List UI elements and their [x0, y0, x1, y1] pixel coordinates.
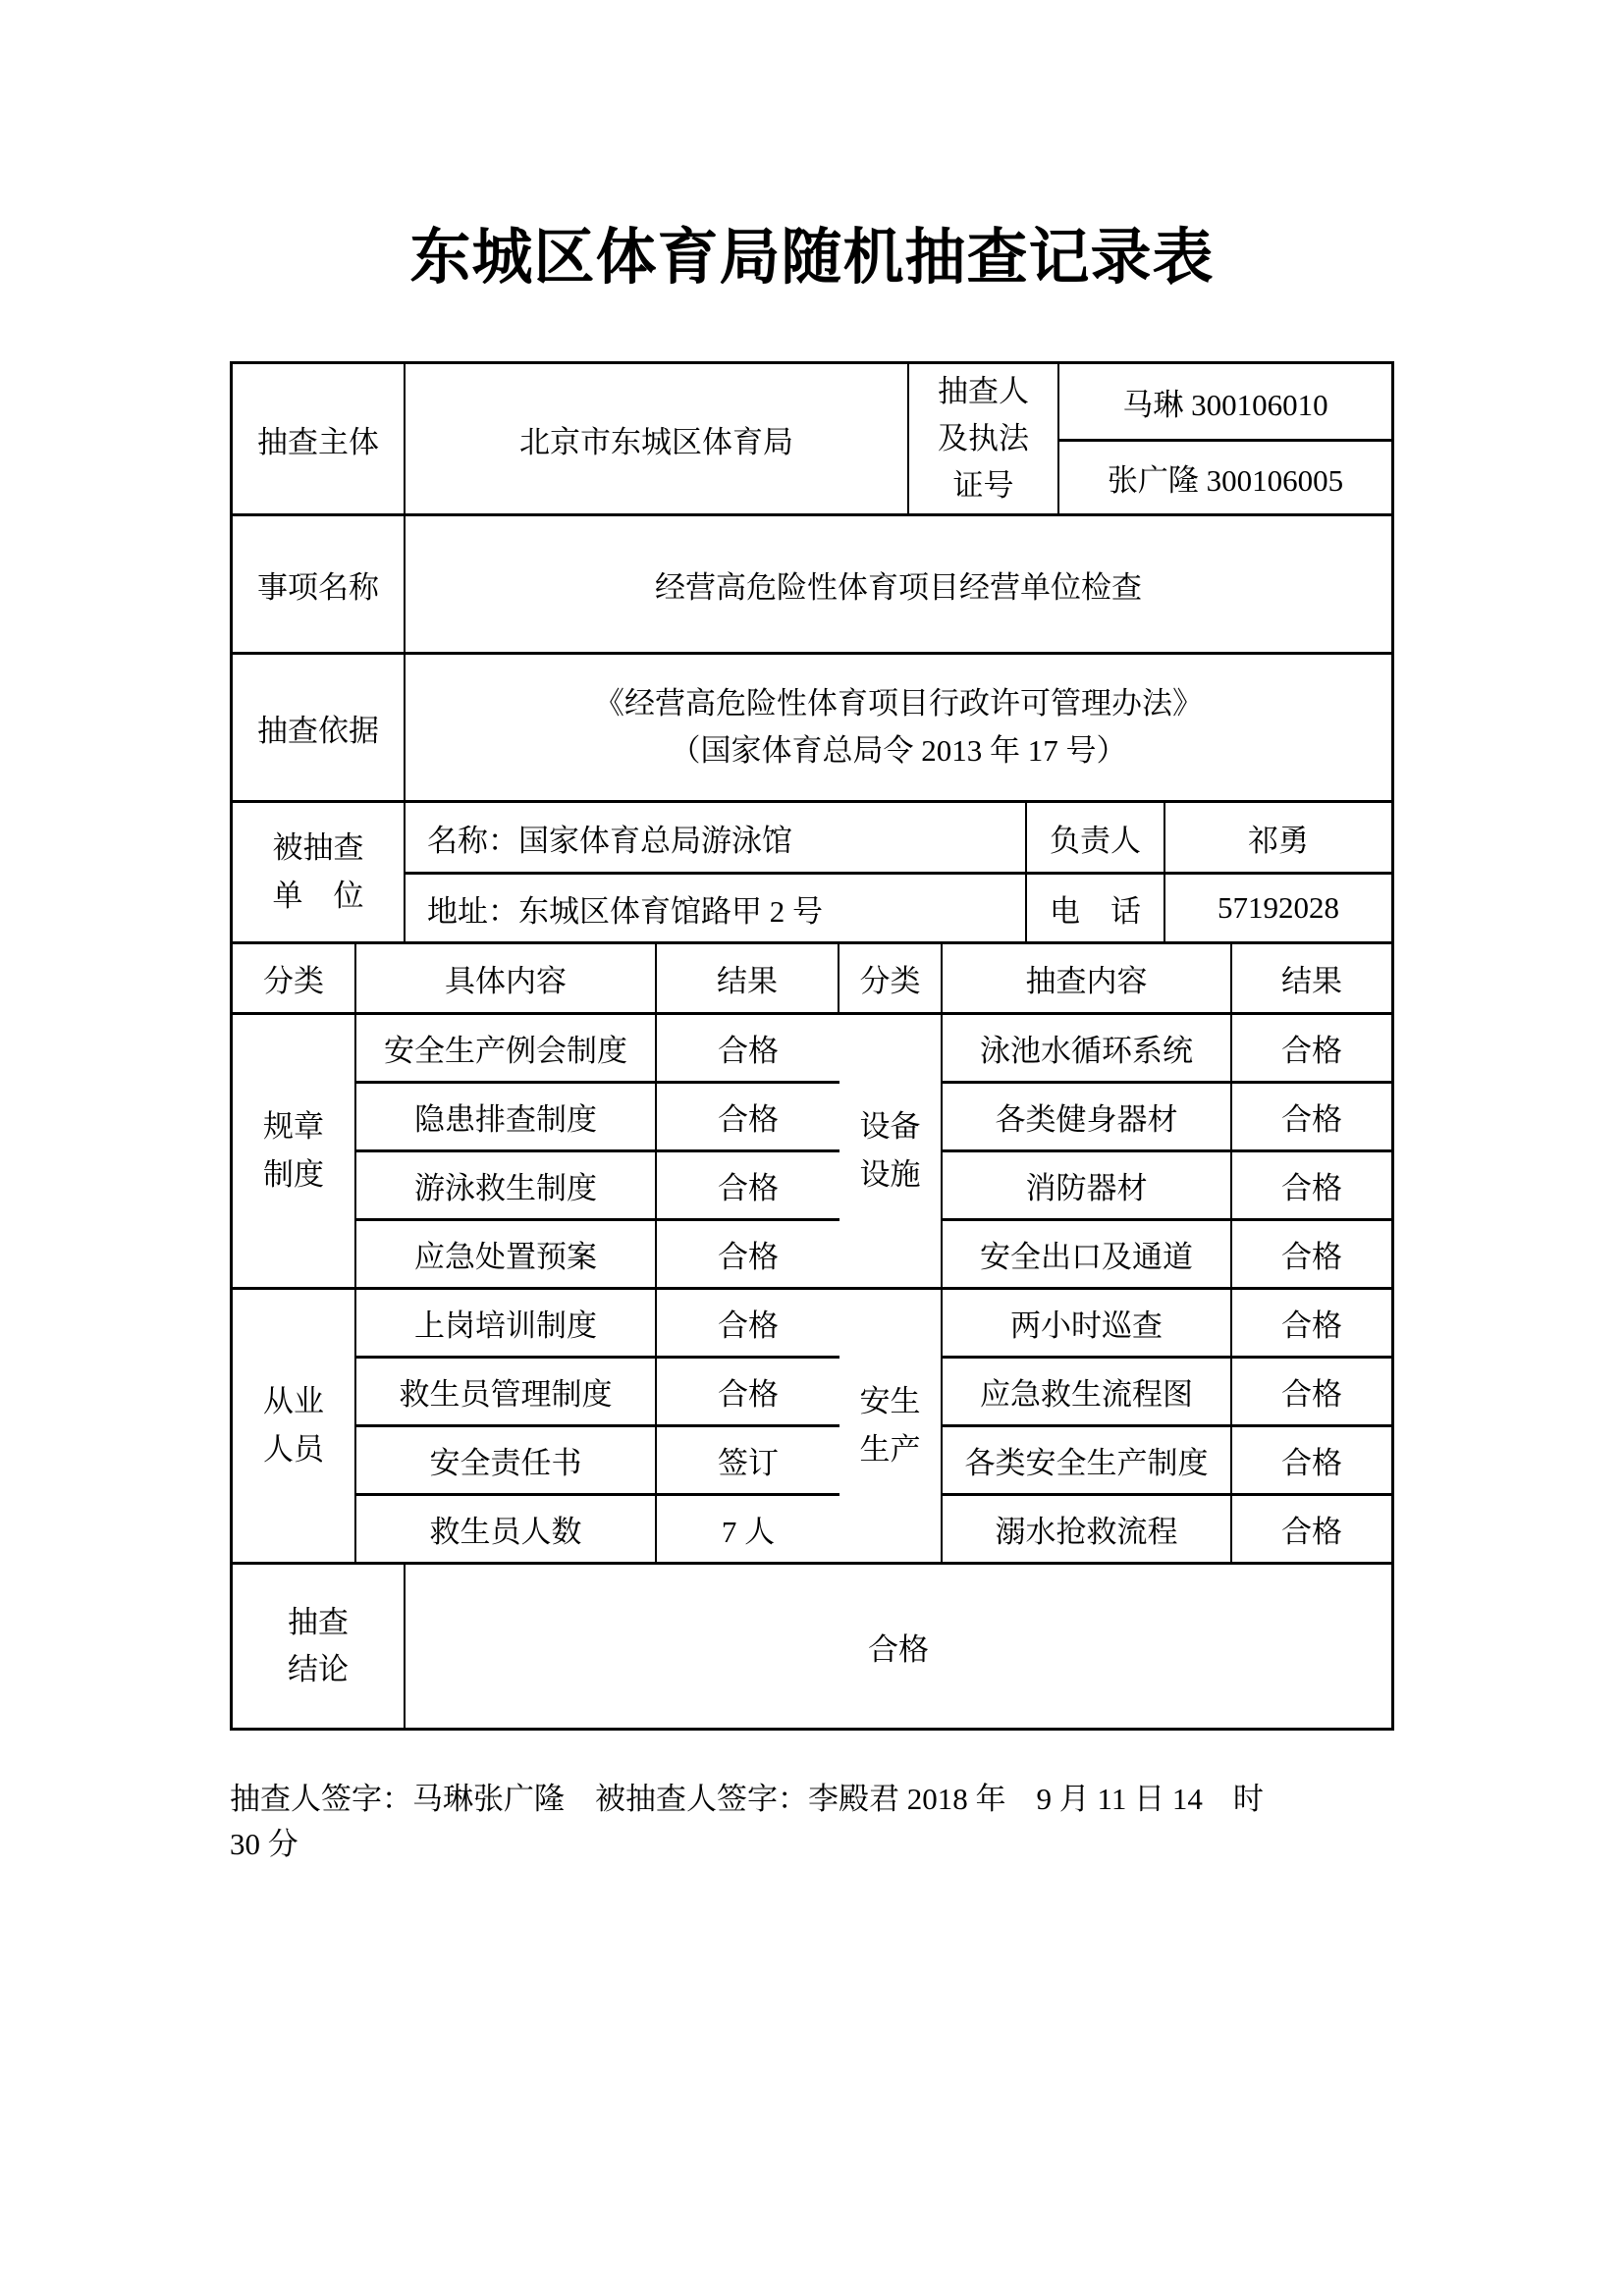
inspection-record-table	[230, 361, 1394, 1731]
phone-label-cell: 电 话	[1027, 875, 1165, 941]
row-subject	[233, 364, 1391, 516]
check-result-cell: 合格	[1281, 1240, 1342, 1274]
header-category-left: 分类	[233, 944, 356, 1012]
check-result-cell: 合格	[1281, 1377, 1342, 1412]
check-result-cell: 合格	[1281, 1446, 1342, 1480]
basis-value-cell	[406, 655, 1391, 800]
check-result-cell: 合格	[1281, 1034, 1342, 1068]
principal-value-cell: 祁勇	[1248, 823, 1309, 858]
category-line: 生产	[859, 1431, 921, 1467]
check-item-cell: 上岗培训制度	[356, 1290, 657, 1356]
inspector-id-2: 张广隆 300106005	[1107, 463, 1344, 498]
inspected-unit-label-line: 单 位	[272, 878, 364, 913]
signature-line-2: 30 分	[230, 1827, 298, 1861]
row-inspected-unit	[233, 803, 1391, 944]
row-basis	[233, 655, 1391, 803]
check-item-cell: 安全出口及通道	[943, 1221, 1232, 1287]
section-rules-equipment	[233, 1015, 1391, 1290]
category-line: 人员	[263, 1431, 324, 1467]
inspector-label-line: 及执法	[938, 420, 1029, 455]
inspector-label-cell	[909, 364, 1059, 513]
check-result-cell: 合格	[718, 1308, 779, 1343]
item-label-cell: 事项名称	[233, 516, 406, 652]
inspected-unit-details	[406, 803, 1391, 941]
check-result-cell: 合格	[718, 1240, 779, 1274]
item-value-cell: 经营高危险性体育项目经营单位检查	[655, 569, 1142, 605]
check-item-cell: 安全生产例会制度	[356, 1015, 657, 1081]
header-result-right: 结果	[1281, 964, 1342, 998]
basis-line-1: 《经营高危险性体育项目行政许可管理办法》	[594, 685, 1203, 721]
check-item-cell: 消防器材	[943, 1152, 1232, 1218]
conclusion-label-cell	[233, 1565, 406, 1728]
inspector-id-1: 马琳 300106010	[1122, 387, 1328, 422]
check-result-cell: 合格	[718, 1377, 779, 1412]
check-item-cell: 各类安全生产制度	[943, 1427, 1232, 1493]
inspector-label-line: 抽查人	[938, 373, 1029, 408]
page-title: 东城区体育局随机抽查记录表	[409, 225, 1215, 292]
category-safety-cell	[839, 1290, 943, 1562]
check-result-cell: 合格	[1281, 1308, 1342, 1343]
basis-line-2: （国家体育总局令 2013 年 17 号）	[670, 733, 1127, 768]
check-item-cell: 各类健身器材	[943, 1084, 1232, 1149]
unit-address-cell: 地址：东城区体育馆路甲 2 号	[406, 875, 1027, 941]
check-result-cell: 合格	[718, 1034, 779, 1068]
inspector-label-line: 证号	[952, 468, 1014, 504]
header-content-right: 抽查内容	[943, 944, 1232, 1012]
checklist-header-row	[233, 944, 1391, 1015]
check-item-cell: 游泳救生制度	[356, 1152, 657, 1218]
conclusion-value-cell: 合格	[868, 1631, 929, 1667]
category-line: 从业	[263, 1384, 324, 1419]
check-result-cell: 7 人	[721, 1515, 776, 1549]
category-line: 规章	[263, 1109, 324, 1145]
check-item-cell: 溺水抢救流程	[943, 1496, 1232, 1562]
equipment-items-column	[943, 1015, 1391, 1287]
category-equipment-cell	[839, 1015, 943, 1287]
signature-line-1: 抽查人签字：马琳张广隆 被抽查人签字：李殿君 2018 年 9 月 11 日 14 时	[230, 1782, 1264, 1816]
header-result-left: 结果	[657, 944, 839, 1012]
subject-label-cell: 抽查主体	[233, 364, 406, 513]
row-conclusion	[233, 1565, 1391, 1728]
inspected-unit-label-line: 被抽查	[272, 830, 364, 866]
check-result-cell: 合格	[1281, 1102, 1342, 1137]
inspector-values-cell	[1059, 364, 1391, 513]
signature-footer	[230, 1777, 1394, 1867]
conclusion-label-line: 结论	[288, 1652, 349, 1686]
category-staff-cell	[233, 1290, 356, 1562]
phone-value-cell: 57192028	[1218, 890, 1339, 925]
category-line: 设施	[859, 1156, 921, 1192]
check-item-cell: 泳池水循环系统	[943, 1015, 1232, 1081]
safety-items-column	[943, 1290, 1391, 1562]
check-result-cell: 合格	[718, 1171, 779, 1205]
section-staff-safety	[233, 1290, 1391, 1565]
category-line: 设备	[859, 1109, 921, 1145]
header-category-right: 分类	[839, 944, 943, 1012]
check-item-cell: 救生员管理制度	[356, 1359, 657, 1424]
header-content-left: 具体内容	[356, 944, 657, 1012]
basis-label-cell: 抽查依据	[233, 655, 406, 800]
category-line: 制度	[263, 1156, 324, 1192]
rules-items-column	[356, 1015, 839, 1287]
subject-value-cell: 北京市东城区体育局	[406, 364, 909, 513]
check-item-cell: 隐患排查制度	[356, 1084, 657, 1149]
category-rules-cell	[233, 1015, 356, 1287]
check-item-cell: 两小时巡查	[943, 1290, 1232, 1356]
row-item-name	[233, 516, 1391, 655]
check-item-cell: 应急处置预案	[356, 1221, 657, 1287]
principal-label-cell: 负责人	[1027, 803, 1165, 872]
check-item-cell: 救生员人数	[356, 1496, 657, 1562]
check-result-cell: 签订	[718, 1446, 779, 1480]
check-result-cell: 合格	[1281, 1171, 1342, 1205]
check-item-cell: 安全责任书	[356, 1427, 657, 1493]
conclusion-label-line: 抽查	[288, 1604, 349, 1639]
unit-name-cell: 名称：国家体育总局游泳馆	[406, 803, 1027, 872]
check-item-cell: 应急救生流程图	[943, 1359, 1232, 1424]
staff-items-column	[356, 1290, 839, 1562]
inspected-unit-label-cell	[233, 803, 406, 941]
category-line: 安生	[859, 1384, 921, 1419]
check-result-cell: 合格	[1281, 1515, 1342, 1549]
check-result-cell: 合格	[718, 1102, 779, 1137]
